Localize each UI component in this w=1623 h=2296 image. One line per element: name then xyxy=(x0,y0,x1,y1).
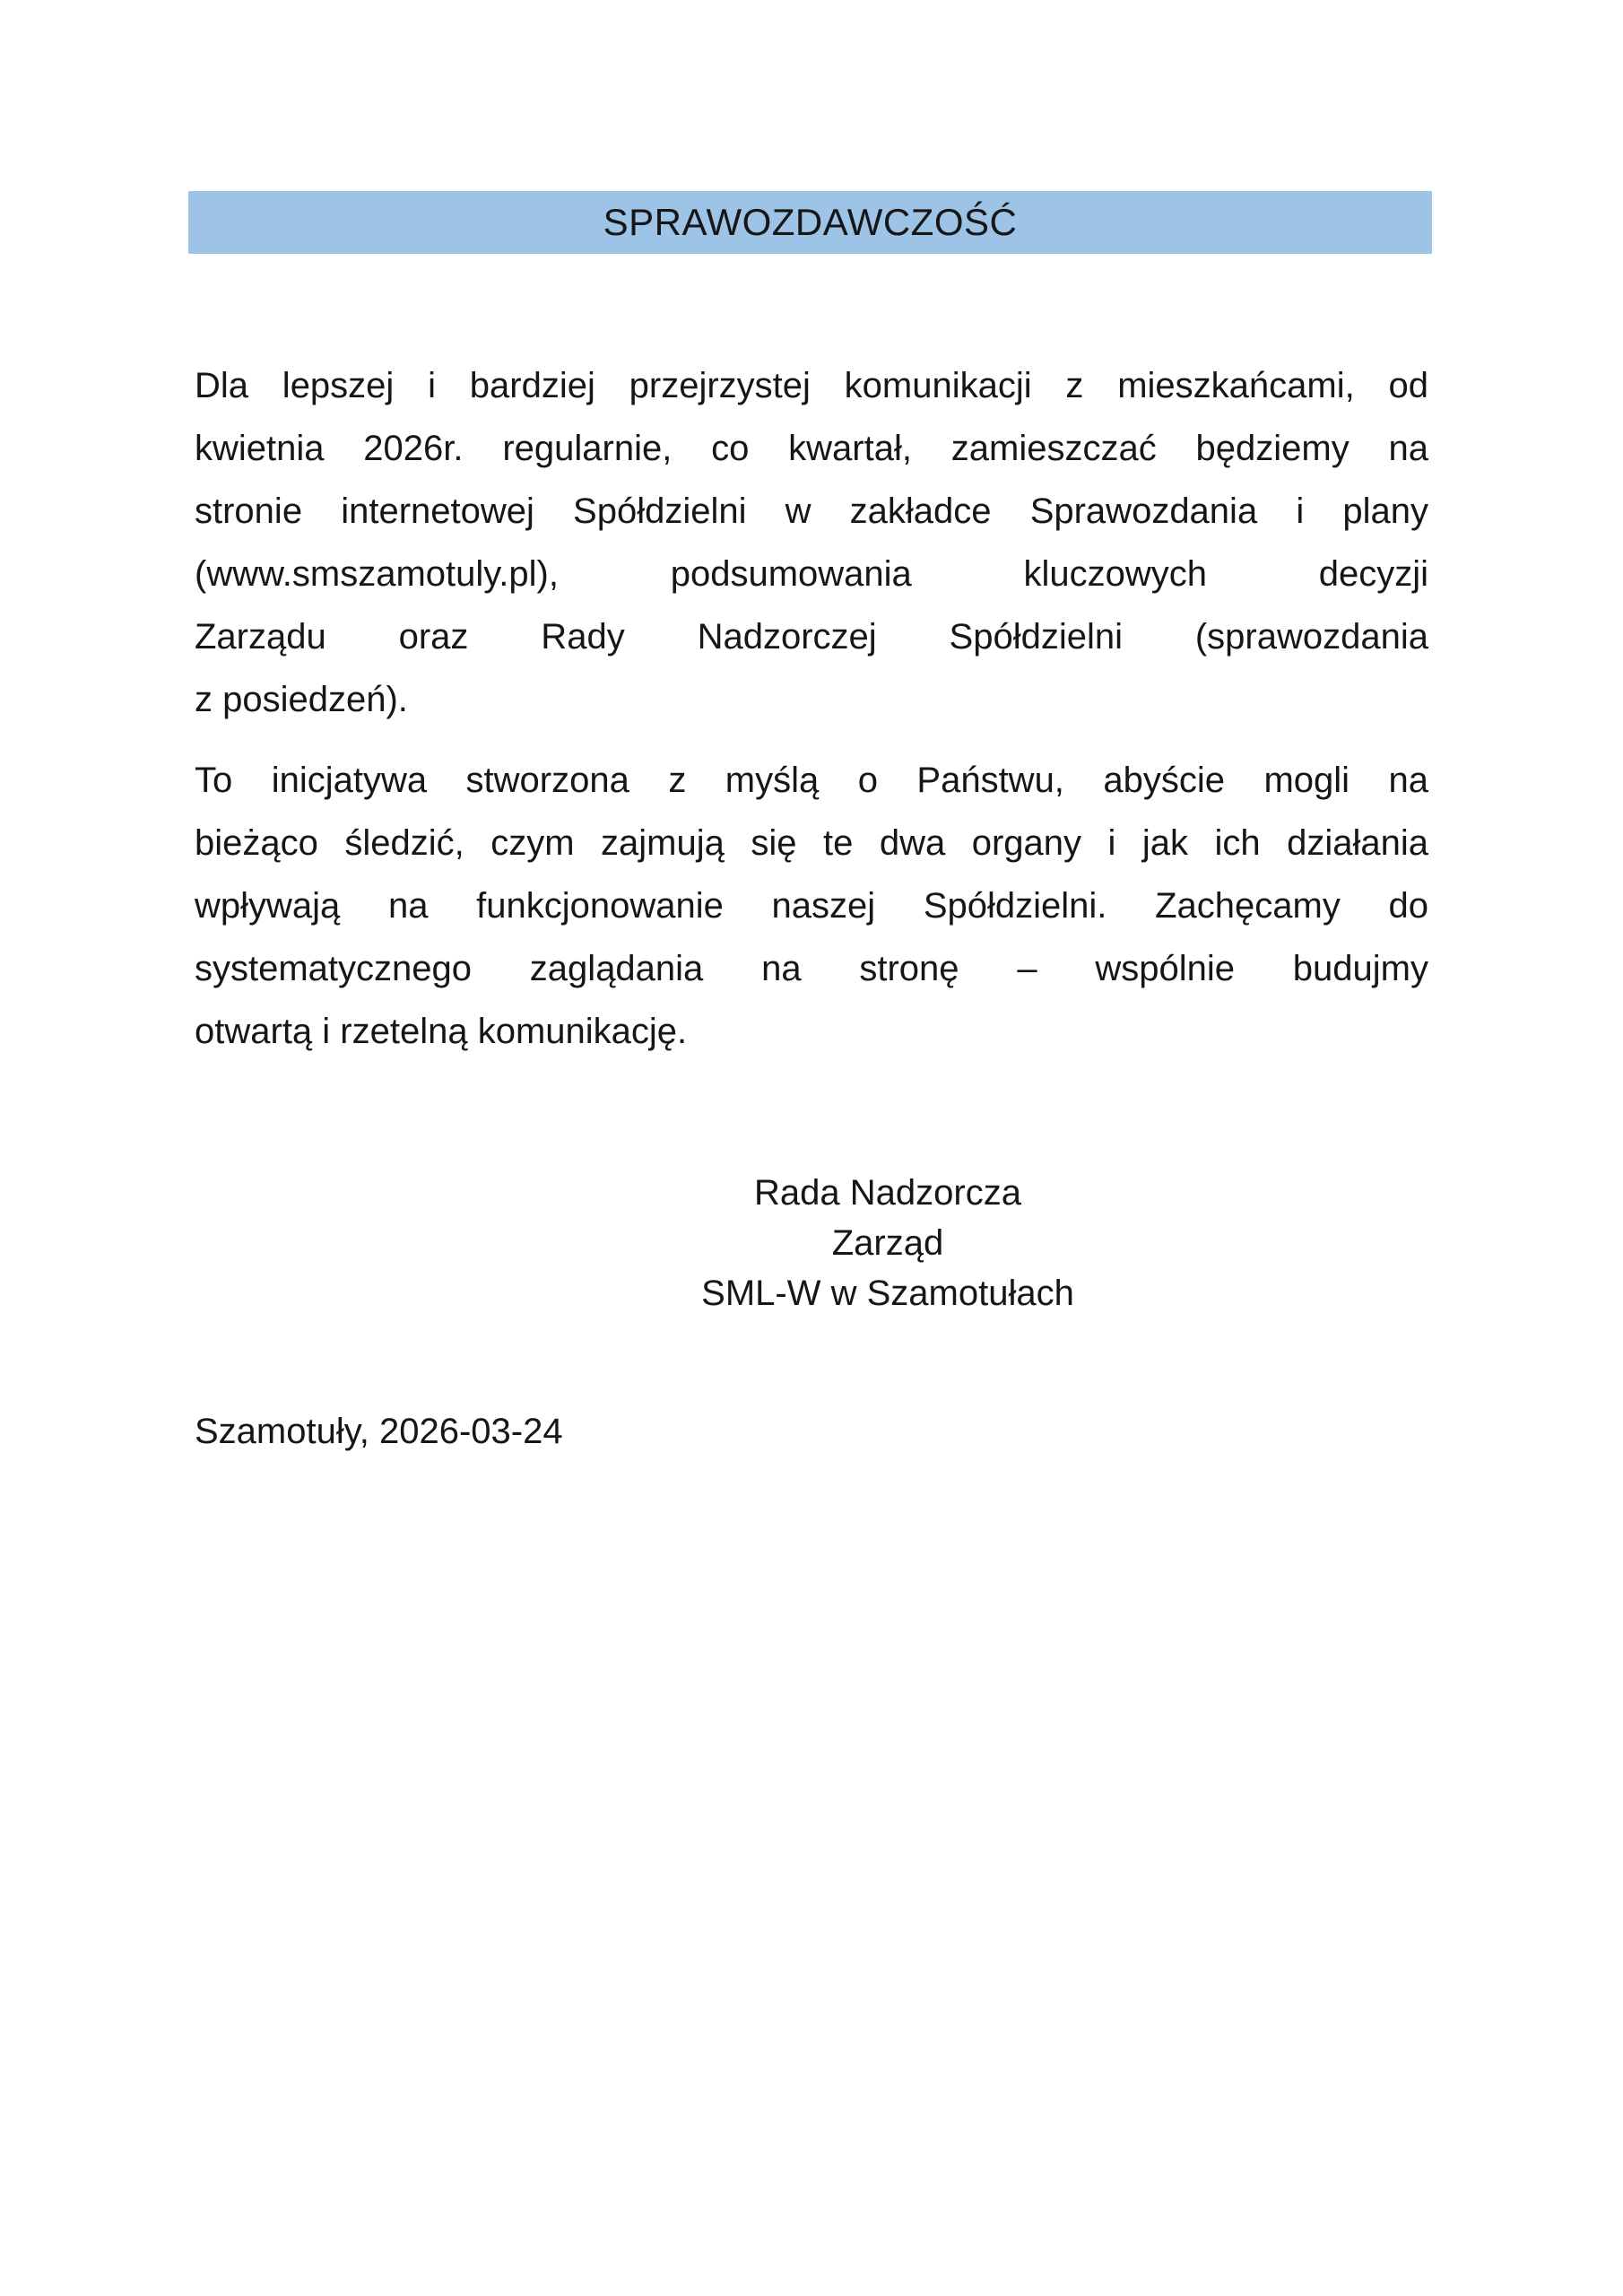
paragraph-2-line: otwartą i rzetelną komunikację. xyxy=(195,1012,688,1051)
signature-line-organization: SML-W w Szamotułach xyxy=(701,1274,1074,1313)
paragraph-2-line: To inicjatywa stworzona z myślą o Państwu, abyście mogli na xyxy=(195,761,1428,800)
paragraph-2-line: bieżąco śledzić, czym zajmują się te dwa organy i jak ich działania xyxy=(195,823,1428,863)
place-and-date-line: Szamotuły, 2026-03-24 xyxy=(195,1412,563,1451)
signature-line-rada-nadzorcza: Rada Nadzorcza xyxy=(754,1173,1021,1213)
section-header-bar xyxy=(188,191,1432,254)
signature-line-zarzad: Zarząd xyxy=(831,1223,944,1263)
paragraph-2 xyxy=(195,749,1428,1063)
document-body xyxy=(195,354,1428,1063)
paragraph-1-line: Dla lepszej i bardziej przejrzystej komunikacji z mieszkańcami, od xyxy=(195,366,1428,405)
paragraph-1 xyxy=(195,354,1428,731)
paragraph-1-line: stronie internetowej Spółdzielni w zakładce Sprawozdania i plany xyxy=(195,491,1428,531)
paragraph-1-line: Zarządu oraz Rady Nadzorczej Spółdzielni (sprawozdania xyxy=(195,617,1428,657)
signature-block xyxy=(195,1168,1428,1318)
paragraph-2-line: systematycznego zaglądania na stronę – wspólnie budujmy xyxy=(195,949,1428,988)
paragraph-1-line: kwietnia 2026r. regularnie, co kwartał, zamieszczać będziemy na xyxy=(195,429,1428,468)
section-title: SPRAWOZDAWCZOŚĆ xyxy=(603,201,1018,243)
paragraph-1-line: z posiedzeń). xyxy=(195,680,408,719)
paragraph-2-line: wpływają na funkcjonowanie naszej Spółdzielni. Zachęcamy do xyxy=(195,886,1428,926)
paragraph-1-line: (www.smszamotuly.pl), podsumowania kluczowych decyzji xyxy=(195,554,1428,594)
